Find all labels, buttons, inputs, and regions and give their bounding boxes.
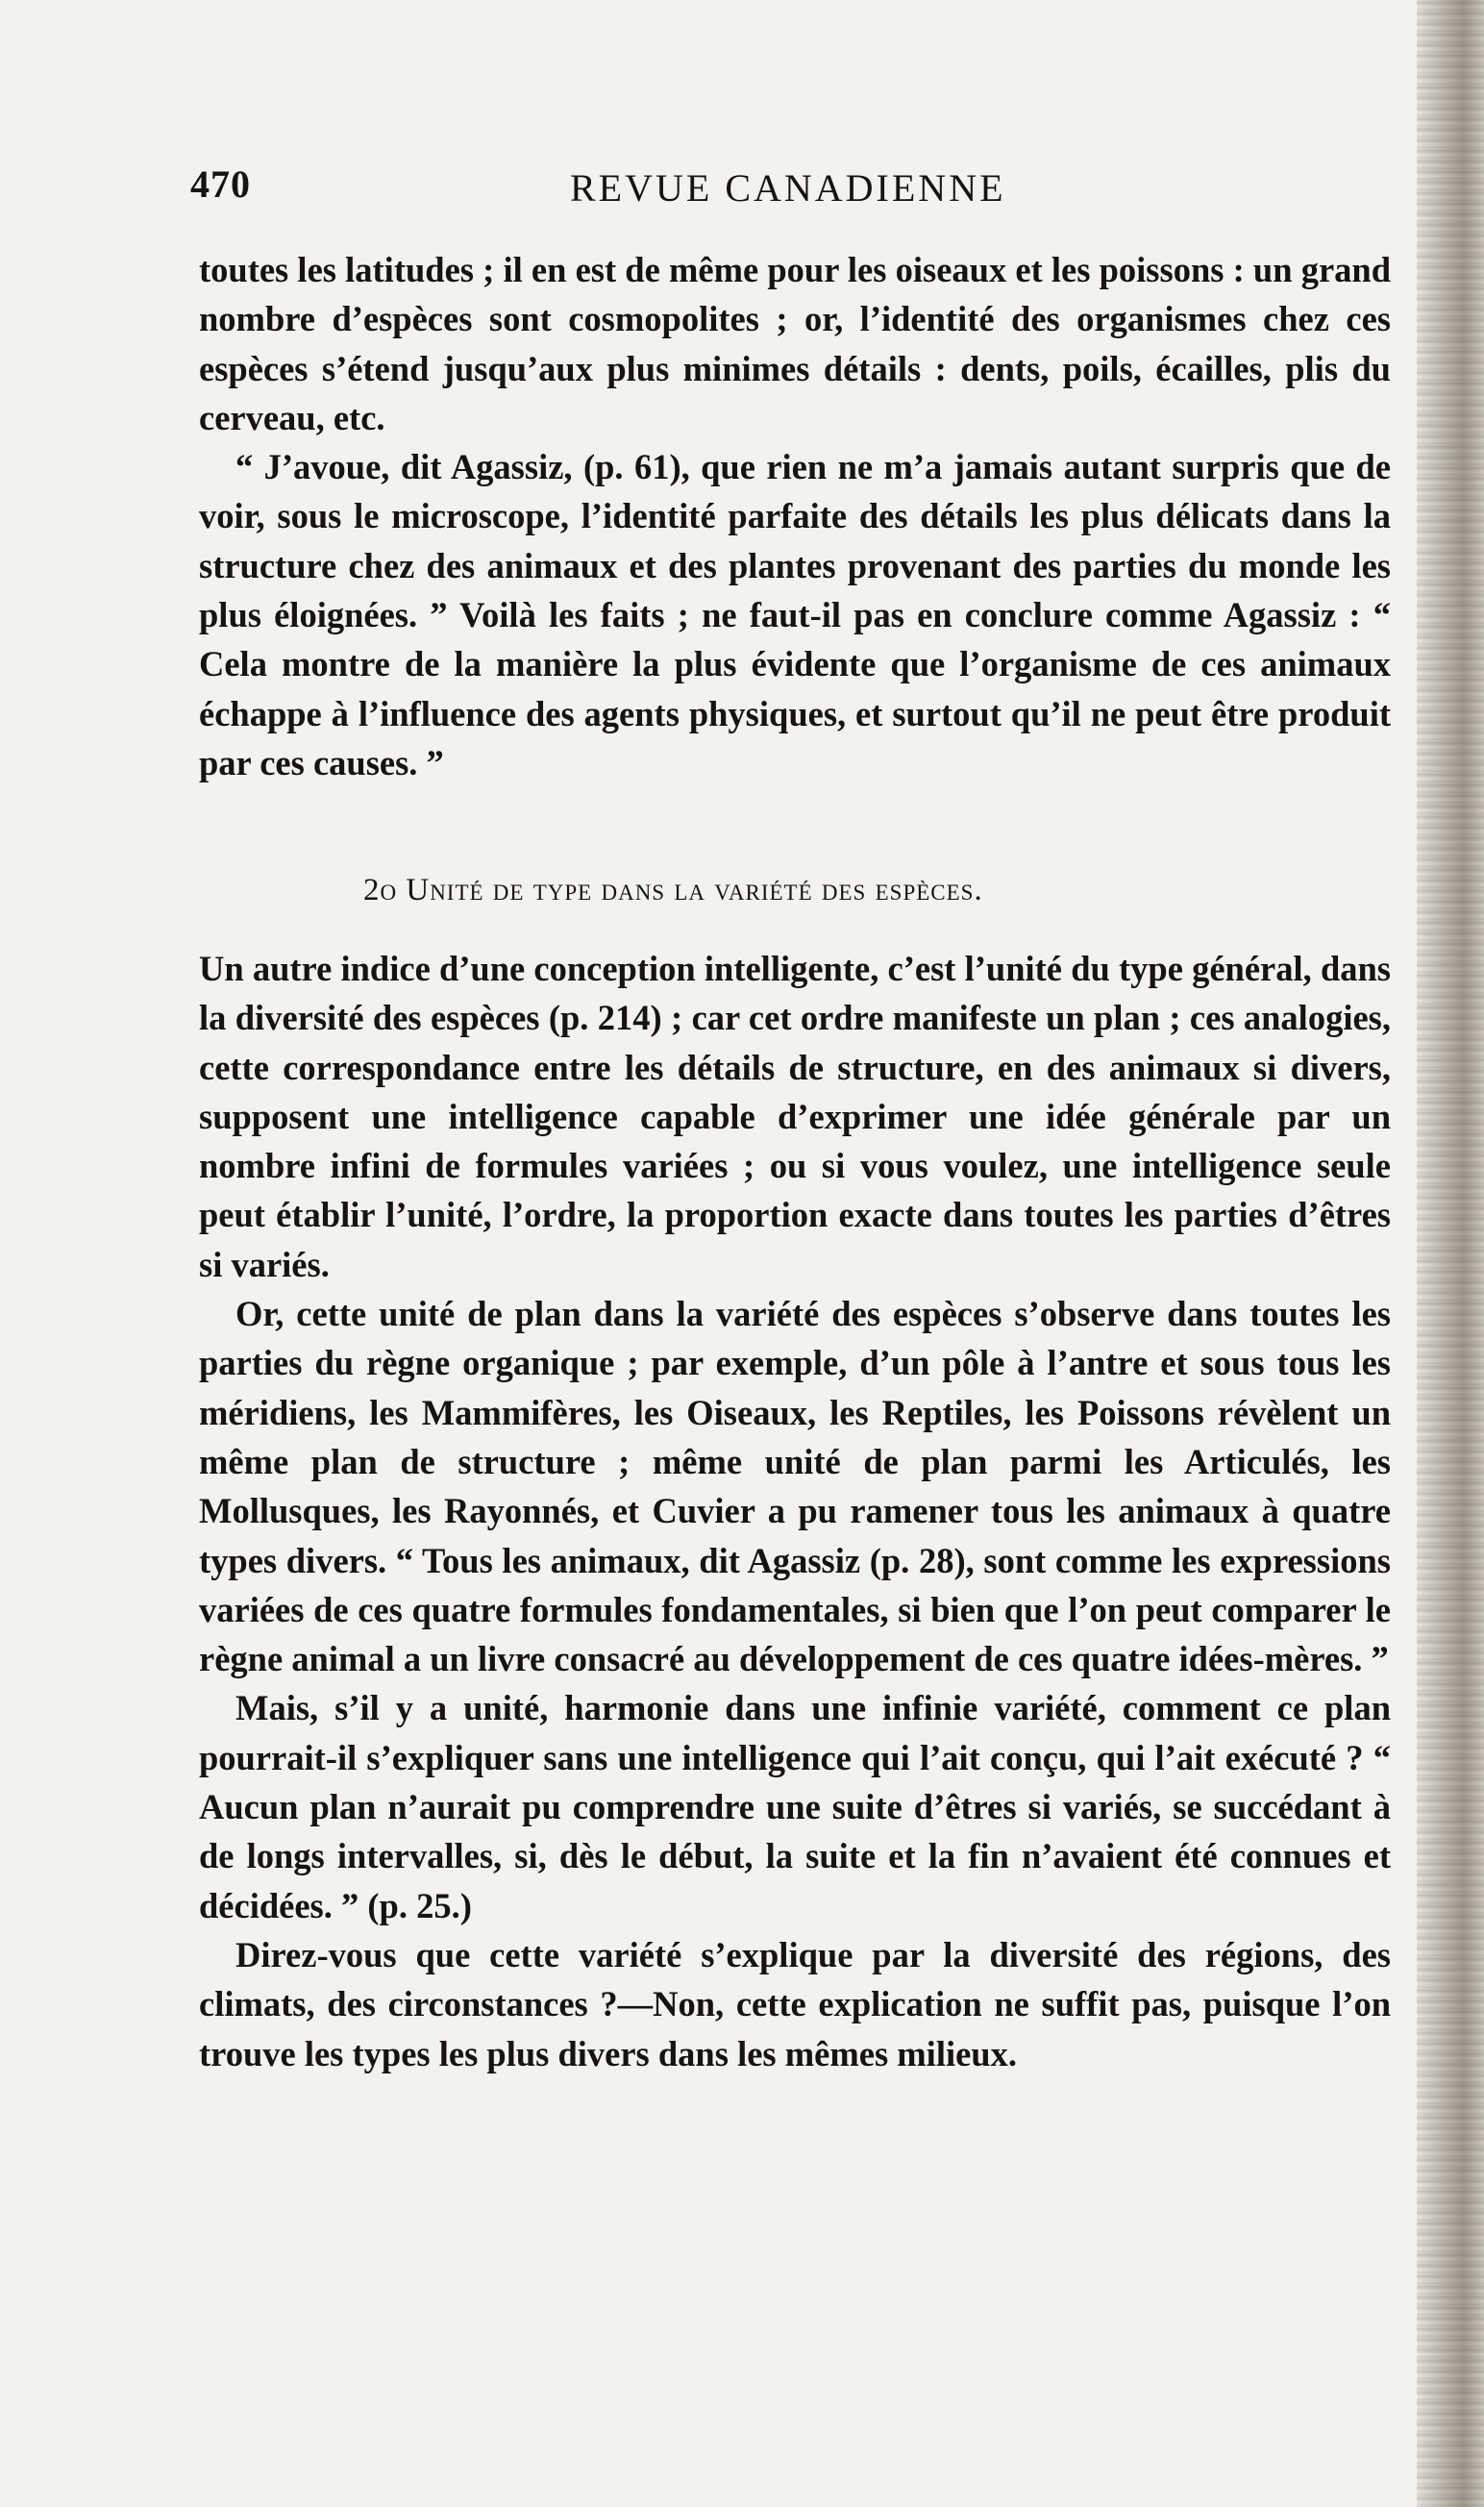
running-head: REVUE CANADIENNE: [570, 166, 1006, 210]
paragraph: “ J’avoue, dit Agassiz, (p. 61), que rien ne m’a jamais autant surpris que de voir, sous le microscope, l’identité parfaite des détails les plus délicats dans la structure chez des animaux et des plantes provenant des parties du monde les plus éloignées. ” Voilà les faits ; ne faut-il pas en conclure comme Agassiz : “ Cela montre de la manière la plus évidente que l’organisme de ces animaux échappe à l’influence des agents physiques, et surtout qu’il ne peut être produit par ces causes. ”: [199, 447, 1391, 782]
page-number: 470: [190, 162, 251, 206]
paragraph: Direz-vous que cette variété s’explique par la diversité des régions, des climats, des circonstances ?—Non, cette explication ne suffit pas, puisque l’on trouve les types les plus divers dans les mêmes milieux.: [199, 1934, 1391, 2073]
paragraph: Or, cette unité de plan dans la variété des espèces s’observe dans toutes les parties du règne organique ; par exemple, d’un pôle à l’antre et sous tous les méridiens, les Mammifères, les Oiseaux, les Reptiles, les Poissons révèlent un même plan de structure ; même unité de plan parmi les Articulés, les Mollusques, les Rayonnés, et Cuvier a pu ramener tous les animaux à quatre types divers. “ Tous les animaux, dit Agassiz (p. 28), sont comme les expressions variées de ces quatre formules fondamentales, si bien que l’on peut comparer le règne animal a un livre consacré au développement de ces quatre idées-mères. ”: [199, 1294, 1391, 1679]
text-block-after: [199, 944, 1391, 2078]
paragraph: toutes les latitudes ; il en est de même pour les oiseaux et les poissons : un grand nombre d’espèces sont cosmopolites ; or, l’identité des organismes chez ces espèces s’étend jusqu’aux plus minimes détails : dents, poils, écailles, plis du cerveau, etc.: [199, 250, 1391, 437]
text-block-before: [199, 245, 1391, 787]
page-header: [190, 161, 1373, 219]
paragraph: Un autre indice d’une conception intelligente, c’est l’unité du type général, dans la diversité des espèces (p. 214) ; car cet ordre manifeste un plan ; ces analogies, cette correspondance entre les détails de structure, en des animaux si divers, supposent une intelligence capable d’exprimer une idée générale par un nombre infini de formules variées ; ou si vous voulez, une intelligence seule peut établir l’unité, l’ordre, la proportion exacte dans toutes les parties d’êtres si variés.: [199, 949, 1391, 1284]
section-heading: 2o Unité de type dans la variété des espèces.: [363, 873, 983, 907]
page-edge-shadow: [1417, 0, 1484, 2507]
paragraph: Mais, s’il y a unité, harmonie dans une infinie variété, comment ce plan pourrait-il s’expliquer sans une intelligence qui l’ait conçu, qui l’ait exécuté ? “ Aucun plan n’aurait pu comprendre une suite d’êtres si variés, se succédant à de longs intervalles, si, dès le début, la suite et la fin n’avaient été connues et décidées. ” (p. 25.): [199, 1688, 1391, 1925]
